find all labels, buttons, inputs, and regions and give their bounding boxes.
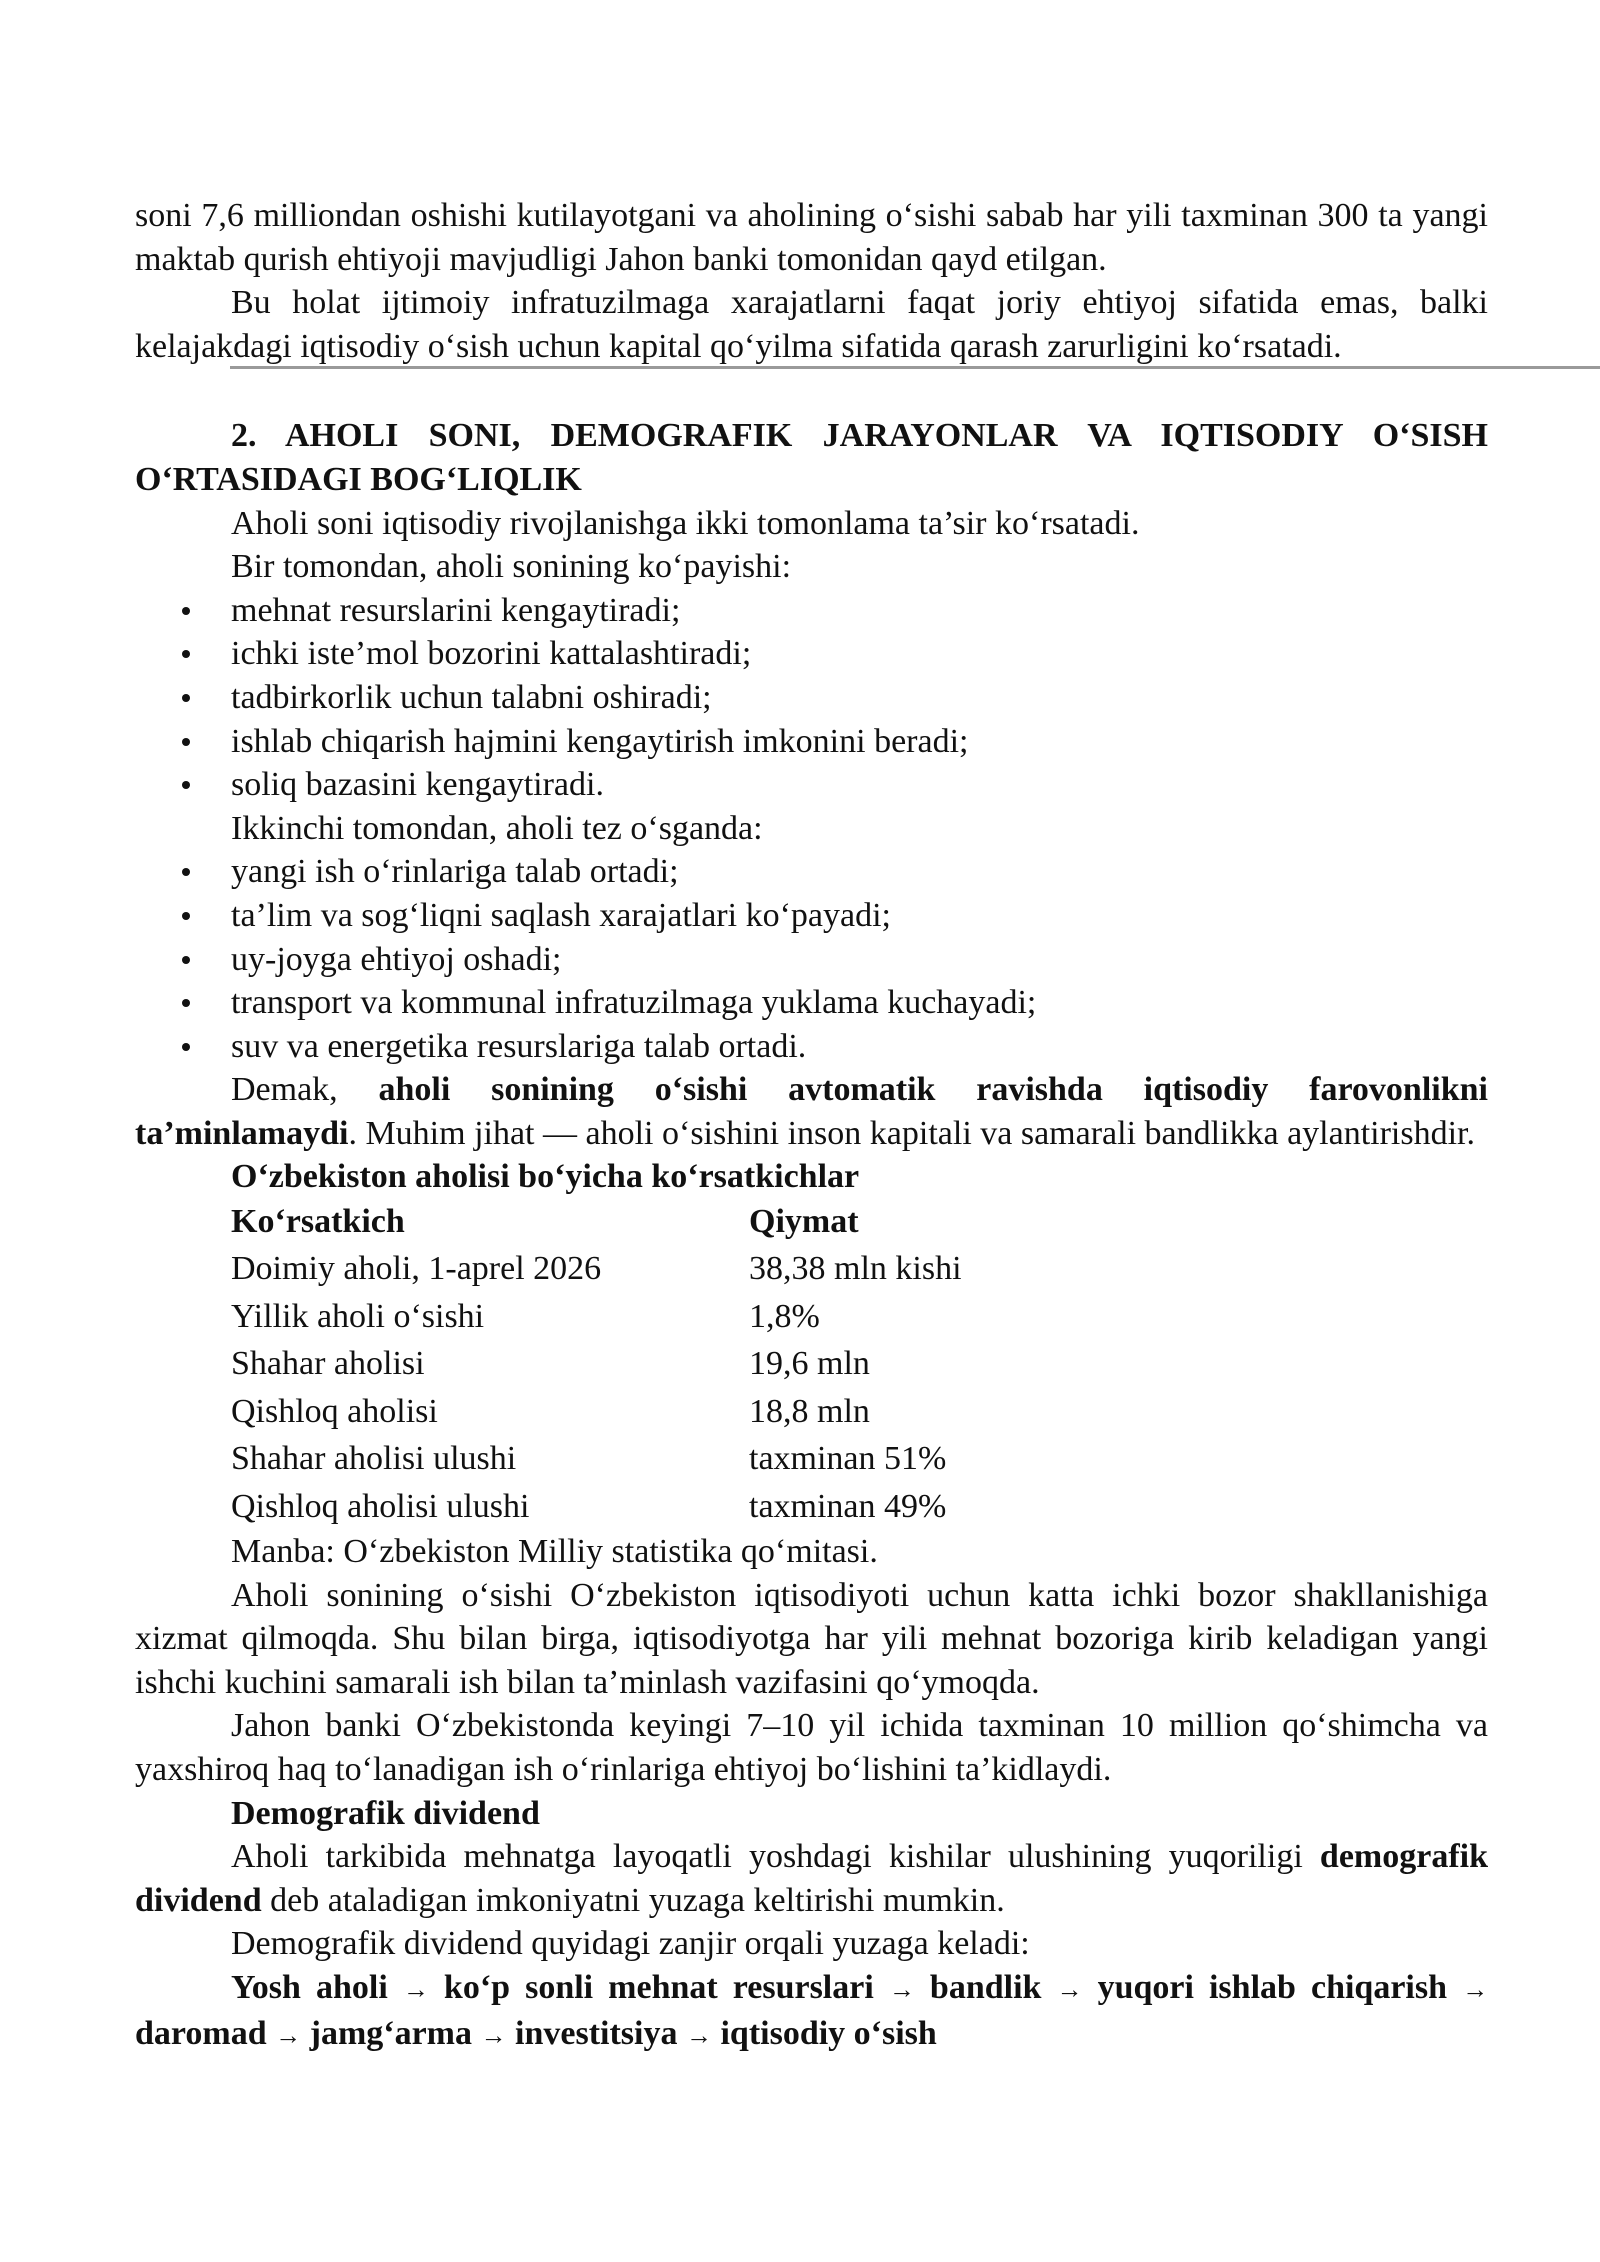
bullet-icon (182, 607, 190, 615)
table-row (231, 1293, 1488, 1341)
table-row (231, 1245, 1488, 1293)
table-cell: Qishloq aholisi ulushi (231, 1487, 530, 1525)
list-item: ichki iste’mol bozorini kattalashtiradi; (135, 632, 1488, 676)
table-cell: 1,8% (749, 1297, 820, 1335)
chain-step: jamg‘arma (309, 2014, 473, 2052)
conclusion-paragraph: Demak, aholi sonining o‘sishi avtomatik ravishda iqtisodiy farovonlikni ta’minlamaydi. Muhim jihat — aholi o‘sishini inson kapitali va samarali bandlikka aylantirishdir. (135, 1071, 1488, 1152)
bullet-icon (182, 650, 190, 658)
list-item: suv va energetika resurslariga talab ortadi. (135, 1025, 1488, 1069)
table-header-row (231, 1199, 1488, 1245)
list-item: mehnat resurslarini kengaytiradi; (135, 589, 1488, 633)
table-cell: 18,8 mln (749, 1392, 870, 1430)
after-table-paragraph-1: Aholi sonining o‘sishi O‘zbekiston iqtisodiyoti uchun katta ichki bozor shakllanishiga xizmat qilmoqda. Shu bilan birga, iqtisodiyotga har yili mehnat bozoriga kirib keladigan yangi ishchi kuchini samarali ish bilan ta’minlash vazifasini qo‘ymoqda. (135, 1576, 1488, 1701)
table-cell: Qishloq aholisi (231, 1392, 438, 1430)
chain-step: ko‘p sonli mehnat resurslari (443, 1969, 874, 2006)
dividend-paragraph-2: Demografik dividend quyidagi zanjir orqali yuzaga keladi: (231, 1925, 1030, 1963)
table-cell: Shahar aholisi (231, 1345, 425, 1383)
list-item: uy-joyga ehtiyoj oshadi; (135, 938, 1488, 982)
list-item: ishlab chiqarish hajmini kengaytirish imkonini beradi; (135, 720, 1488, 764)
first-side-list (135, 589, 1488, 807)
chain-step: yuqori ishlab chiqarish (1097, 1969, 1448, 2006)
dividend-paragraph-1: Aholi tarkibida mehnatga layoqatli yoshdagi kishilar ulushining yuqoriligi demografik dividend deb ataladigan imkoniyatni yuzaga keltirishi mumkin. (135, 1838, 1488, 1919)
bullet-icon (182, 868, 190, 876)
after-table-paragraph-2: Jahon banki O‘zbekistonda keyingi 7–10 yil ichida taxminan 10 million qo‘shimcha va yaxshiroq haq to‘lanadigan ish o‘rinlariga ehtiyoj bo‘lishini ta’kidlaydi. (135, 1707, 1488, 1789)
table-cell: taxminan 49% (749, 1487, 947, 1525)
table-source: Manba: O‘zbekiston Milliy statistika qo‘mitasi. (231, 1533, 878, 1571)
chain-step: iqtisodiy o‘sish (720, 2014, 937, 2052)
list-item: soliq bazasini kengaytiradi. (135, 763, 1488, 807)
table-cell: Doimiy aholi, 1-aprel 2026 (231, 1250, 602, 1288)
table-cell: 38,38 mln kishi (749, 1250, 962, 1288)
table-cell: 19,6 mln (749, 1345, 870, 1383)
list-item: transport va kommunal infratuzilmaga yuklama kuchayadi; (135, 981, 1488, 1025)
conclusion-emphasis: aholi sonining o‘sishi avtomatik ravishda iqtisodiy farovonlikni ta’minlamaydi (135, 1071, 1488, 1152)
list-item: ta’lim va sog‘liqni saqlash xarajatlari ko‘payadi; (135, 894, 1488, 938)
bullet-icon (182, 912, 190, 920)
bullet-icon (182, 956, 190, 964)
chain-step: bandlik (929, 1969, 1042, 2006)
column-header-value: Qiymat (749, 1203, 859, 1241)
second-side-list (135, 850, 1488, 1068)
table-row (231, 1388, 1488, 1436)
intro-paragraph-1: soni 7,6 milliondan oshishi kutilayotgani va aholining o‘sishi sabab har yili taxminan 300 ta yangi maktab qurish ehtiyoji mavjudligi Jahon banki tomonidan qayd etilgan. (135, 197, 1488, 278)
chain-step: Yosh aholi (231, 1969, 388, 2006)
bullet-icon (182, 694, 190, 702)
bullet-icon (182, 999, 190, 1007)
arrow-right-icon: → (480, 2020, 507, 2050)
bullet-icon (182, 781, 190, 789)
table-row (231, 1340, 1488, 1388)
arrow-right-icon: → (275, 2020, 302, 2050)
chain-step: investitsiya (515, 2014, 678, 2052)
arrow-right-icon: → (1056, 1975, 1083, 2004)
indicators-table (231, 1199, 1488, 1530)
table-title: O‘zbekiston aholisi bo‘yicha ko‘rsatkichlar (231, 1158, 860, 1196)
chain-step: daromad (135, 2014, 267, 2052)
table-cell: Yillik aholi o‘sishi (231, 1297, 485, 1335)
table-row (231, 1483, 1488, 1531)
document-body (135, 194, 1488, 2057)
arrow-right-icon: → (402, 1975, 429, 2004)
arrow-right-icon: → (685, 2020, 712, 2050)
first-side-paragraph: Bir tomondan, aholi sonining ko‘payishi: (231, 548, 792, 586)
section-intro-paragraph: Aholi soni iqtisodiy rivojlanishga ikki tomonlama ta’sir ko‘rsatadi. (231, 504, 1140, 542)
dividend-term: demografik dividend (135, 1838, 1488, 1919)
column-header-indicator: Ko‘rsatkich (231, 1203, 405, 1241)
list-item: tadbirkorlik uchun talabni oshiradi; (135, 676, 1488, 720)
arrow-right-icon: → (1462, 1975, 1489, 2004)
bullet-icon (182, 738, 190, 746)
dividend-heading: Demografik dividend (231, 1794, 540, 1832)
intro-paragraph-2: Bu holat ijtimoiy infratuzilmaga xarajatlarni faqat joriy ehtiyoj sifatida emas, balki kelajakdagi iqtisodiy o‘sish uchun kapital qo‘yilma sifatida qarash zarurligini ko‘rsatadi. (135, 284, 1488, 365)
table-cell: Shahar aholisi ulushi (231, 1440, 517, 1478)
table-cell: taxminan 51% (749, 1440, 947, 1478)
list-item: yangi ish o‘rinlariga talab ortadi; (135, 850, 1488, 894)
bullet-icon (182, 1043, 190, 1051)
table-row (231, 1435, 1488, 1483)
dividend-chain (135, 1966, 1488, 2057)
arrow-right-icon: → (888, 1975, 915, 2004)
section-heading: 2. AHOLI SONI, DEMOGRAFIK JARAYONLAR VA IQTISODIY O‘SISH O‘RTASIDAGI BOG‘LIQLIK (135, 417, 1488, 498)
second-side-paragraph: Ikkinchi tomondan, aholi tez o‘sganda: (231, 809, 763, 847)
